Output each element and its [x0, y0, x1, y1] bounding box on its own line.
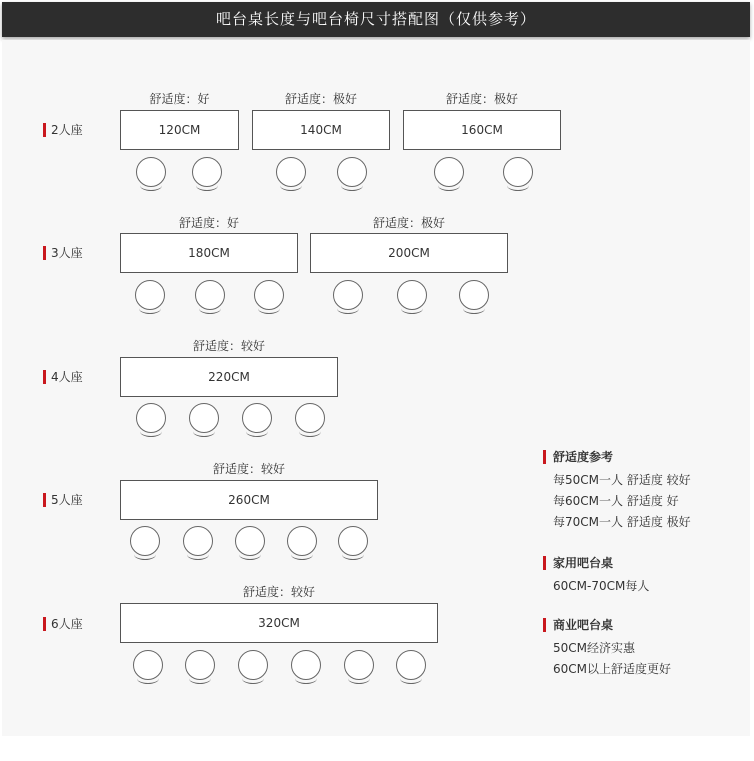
comfort-label: 舒适度：好: [178, 216, 239, 230]
chair-icon: [242, 403, 272, 433]
reference-line: 60CM以上舒适度更好: [553, 662, 672, 676]
reference-heading-comfort: 舒适度参考: [543, 450, 613, 464]
chair-icon: [434, 157, 464, 187]
row-label-2-seat: 2人座: [43, 123, 83, 137]
chair-icon: [503, 157, 533, 187]
comfort-label: 舒适度：极好: [372, 216, 445, 230]
table-180cm: 180CM: [120, 233, 298, 273]
comfort-label: 舒适度：极好: [284, 92, 357, 106]
comfort-label: 舒适度：较好: [212, 462, 285, 476]
chair-icon: [136, 157, 166, 187]
reference-line: 60CM-70CM每人: [553, 579, 650, 593]
chair-icon: [183, 526, 213, 556]
table-120cm: 120CM: [120, 110, 239, 150]
chair-icon: [291, 650, 321, 680]
chair-icon: [135, 280, 165, 310]
row-label-5-seat: 5人座: [43, 493, 83, 507]
chair-icon: [344, 650, 374, 680]
comfort-label: 舒适度：极好: [445, 92, 518, 106]
chair-icon: [295, 403, 325, 433]
chair-icon: [192, 157, 222, 187]
reference-line: 每50CM一人 舒适度 较好: [553, 473, 691, 487]
chair-icon: [254, 280, 284, 310]
row-label-4-seat: 4人座: [43, 370, 83, 384]
row-label-3-seat: 3人座: [43, 246, 83, 260]
table-140cm: 140CM: [252, 110, 390, 150]
chair-icon: [189, 403, 219, 433]
chair-icon: [338, 526, 368, 556]
table-260cm: 260CM: [120, 480, 378, 520]
chair-icon: [235, 526, 265, 556]
diagram-title: 吧台桌长度与吧台椅尺寸搭配图（仅供参考）: [2, 2, 750, 37]
chair-icon: [276, 157, 306, 187]
table-160cm: 160CM: [403, 110, 561, 150]
chair-icon: [333, 280, 363, 310]
table-220cm: 220CM: [120, 357, 338, 397]
chair-icon: [133, 650, 163, 680]
chair-icon: [238, 650, 268, 680]
comfort-label: 舒适度：较好: [192, 339, 265, 353]
chair-icon: [459, 280, 489, 310]
row-label-6-seat: 6人座: [43, 617, 83, 631]
chair-icon: [195, 280, 225, 310]
chair-icon: [130, 526, 160, 556]
chair-icon: [397, 280, 427, 310]
chair-icon: [136, 403, 166, 433]
table-200cm: 200CM: [310, 233, 508, 273]
chair-icon: [337, 157, 367, 187]
chair-icon: [185, 650, 215, 680]
table-320cm: 320CM: [120, 603, 438, 643]
reference-line: 每60CM一人 舒适度 好: [553, 494, 679, 508]
reference-line: 每70CM一人 舒适度 极好: [553, 515, 691, 529]
chair-icon: [287, 526, 317, 556]
comfort-label: 舒适度：较好: [242, 585, 315, 599]
reference-heading-home: 家用吧台桌: [543, 556, 613, 570]
reference-heading-commercial: 商业吧台桌: [543, 618, 613, 632]
chair-icon: [396, 650, 426, 680]
reference-line: 50CM经济实惠: [553, 641, 636, 655]
comfort-label: 舒适度：好: [149, 92, 210, 106]
